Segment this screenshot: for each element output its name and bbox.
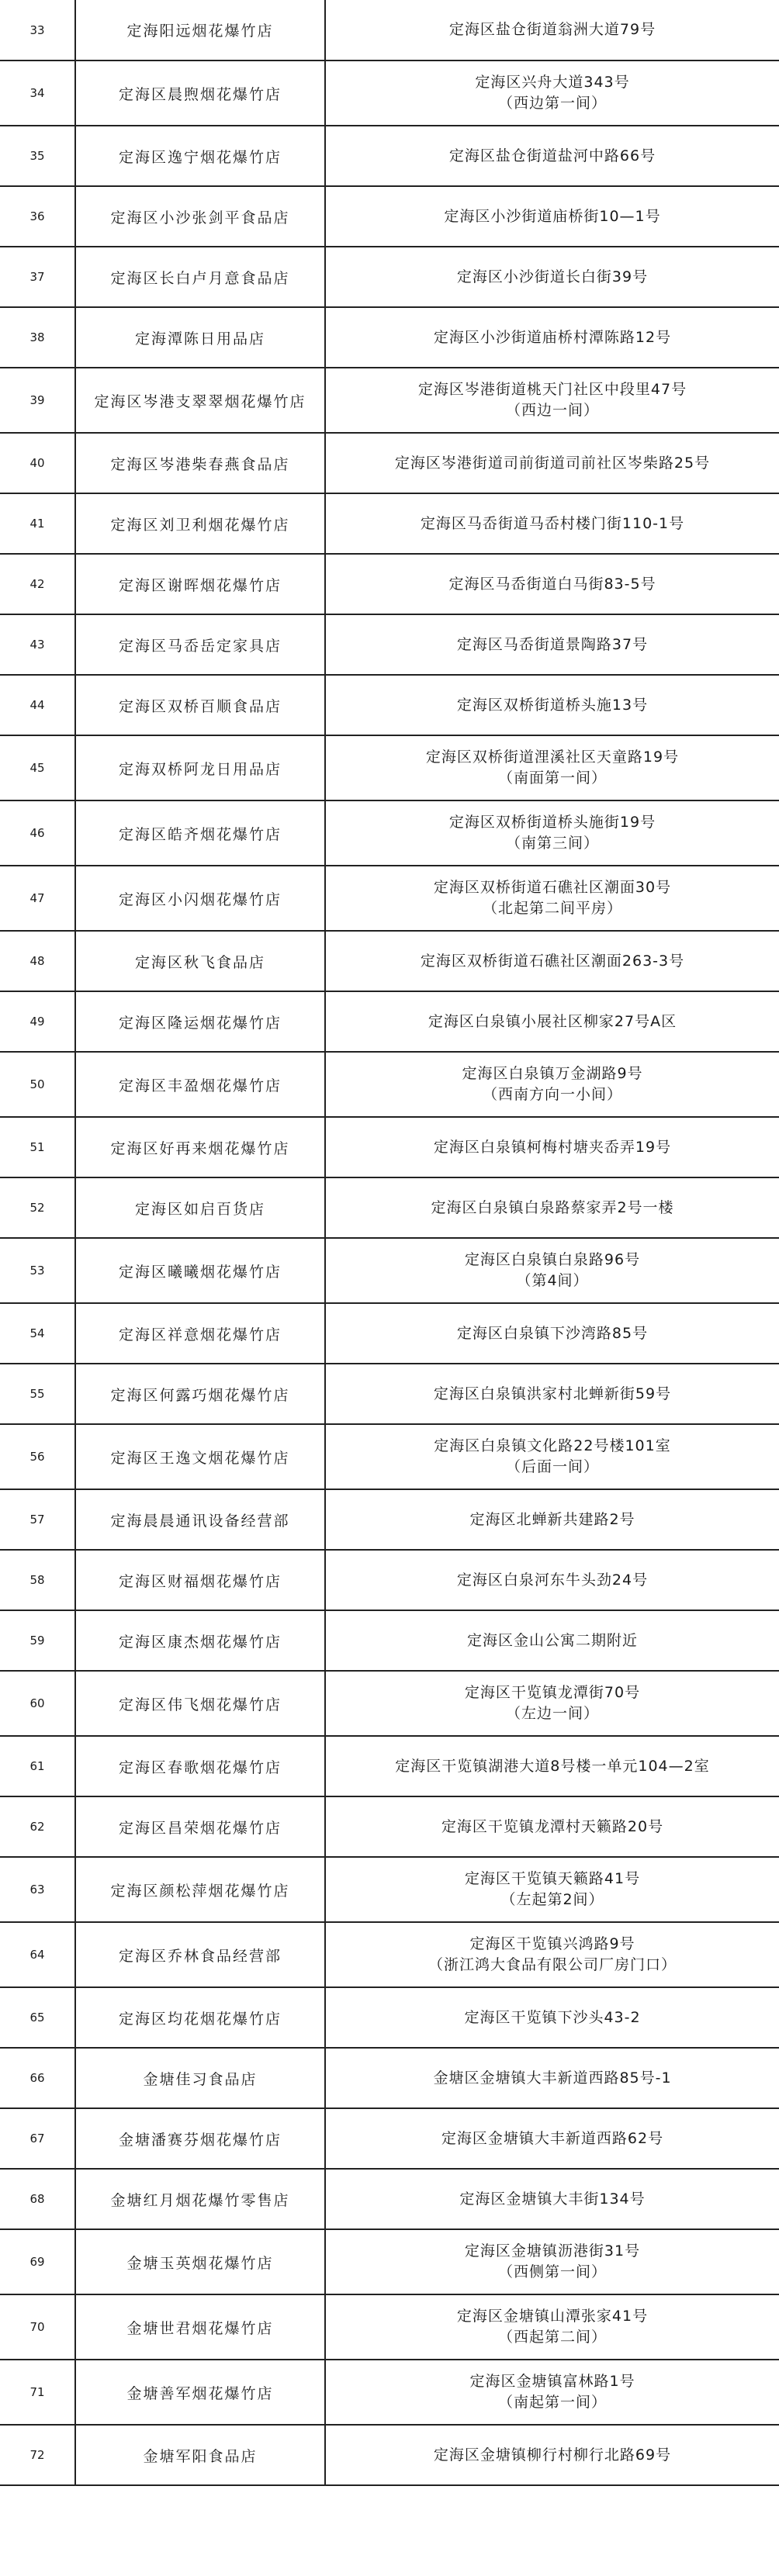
address-line: 定海区金塘镇沥港街31号 — [464, 2242, 641, 2260]
address-line: 定海区马岙街道白马街83-5号 — [448, 575, 656, 593]
store-name: 定海区均花烟花爆竹店 — [75, 1987, 325, 2048]
address-line: 定海区双桥街道石礁社区潮面30号 — [433, 879, 672, 896]
store-address — [325, 735, 779, 800]
store-address — [325, 1052, 779, 1117]
row-number: 40 — [0, 433, 75, 493]
row-number: 36 — [0, 186, 75, 247]
store-name: 定海区王逸文烟花爆竹店 — [75, 1424, 325, 1489]
address-line: 定海区小沙街道庙桥街10—1号 — [444, 207, 661, 225]
table-row — [0, 368, 779, 433]
row-number: 37 — [0, 247, 75, 307]
address-line: 定海区白泉镇柯梅村塘夹岙弄19号 — [433, 1138, 672, 1156]
row-number: 59 — [0, 1610, 75, 1671]
table-row — [0, 675, 779, 735]
store-address — [325, 1736, 779, 1796]
store-address — [325, 614, 779, 675]
table-row — [0, 554, 779, 614]
table-row — [0, 186, 779, 247]
address-line: 定海区小沙街道庙桥村潭陈路12号 — [433, 328, 672, 346]
table-row — [0, 931, 779, 991]
address-note: （第4间） — [516, 1272, 589, 1289]
store-name: 定海区昌荣烟花爆竹店 — [75, 1796, 325, 1857]
table-row — [0, 866, 779, 931]
table-row — [0, 1796, 779, 1857]
row-number: 51 — [0, 1117, 75, 1177]
store-address — [325, 554, 779, 614]
store-name: 定海区春歌烟花爆竹店 — [75, 1736, 325, 1796]
address-note: （西边第一间） — [497, 95, 607, 112]
store-name: 定海区颜松萍烟花爆竹店 — [75, 1857, 325, 1922]
address-line: 金塘区金塘镇大丰新道西路85号-1 — [433, 2069, 672, 2087]
row-number: 45 — [0, 735, 75, 800]
store-name: 定海区伟飞烟花爆竹店 — [75, 1671, 325, 1736]
table-row — [0, 307, 779, 368]
store-name: 定海区如启百货店 — [75, 1177, 325, 1238]
address-line: 定海区白泉镇洪家村北蝉新街59号 — [433, 1385, 672, 1402]
address-line: 定海区干览镇龙潭村天籁路20号 — [441, 1817, 664, 1835]
store-name: 定海区何露巧烟花爆竹店 — [75, 1364, 325, 1424]
row-number: 43 — [0, 614, 75, 675]
row-number: 66 — [0, 2048, 75, 2108]
store-name: 定海区逸宁烟花爆竹店 — [75, 126, 325, 186]
store-address — [325, 1424, 779, 1489]
store-name: 定海区晨煦烟花爆竹店 — [75, 61, 325, 126]
store-address — [325, 1117, 779, 1177]
address-line: 定海区双桥街道石礁社区潮面263-3号 — [420, 952, 685, 970]
store-name: 定海区祥意烟花爆竹店 — [75, 1303, 325, 1364]
table-row — [0, 1238, 779, 1303]
store-address — [325, 61, 779, 126]
store-name: 金塘佳习食品店 — [75, 2048, 325, 2108]
table-row — [0, 2108, 779, 2169]
address-line: 定海区岑港街道桃天门社区中段里47号 — [417, 381, 687, 398]
store-name: 定海区长白卢月意食品店 — [75, 247, 325, 307]
address-note: （北起第二间平房） — [482, 900, 622, 917]
row-number: 34 — [0, 61, 75, 126]
store-address — [325, 1489, 779, 1550]
address-note: （左边一间） — [505, 1705, 599, 1722]
address-line: 定海区马岙街道景陶路37号 — [456, 635, 649, 653]
store-name: 定海区皓齐烟花爆竹店 — [75, 800, 325, 866]
store-name: 定海区曦曦烟花爆竹店 — [75, 1238, 325, 1303]
store-address — [325, 1303, 779, 1364]
row-number: 69 — [0, 2229, 75, 2294]
store-name: 金塘红月烟花爆竹零售店 — [75, 2169, 325, 2229]
address-line: 定海区白泉河东牛头劲24号 — [456, 1571, 649, 1589]
row-number: 63 — [0, 1857, 75, 1922]
store-address — [325, 1177, 779, 1238]
address-line: 定海区兴舟大道343号 — [475, 74, 630, 91]
table-row — [0, 1424, 779, 1489]
table-row — [0, 1303, 779, 1364]
row-number: 71 — [0, 2360, 75, 2425]
address-line: 定海区双桥街道桥头施13号 — [456, 696, 649, 714]
address-line: 定海区金塘镇富林路1号 — [469, 2373, 635, 2390]
address-line: 定海区白泉镇白泉路蔡家弄2号一楼 — [431, 1198, 674, 1216]
table-row — [0, 2360, 779, 2425]
row-number: 53 — [0, 1238, 75, 1303]
row-number: 42 — [0, 554, 75, 614]
store-address — [325, 2425, 779, 2485]
table-row — [0, 2048, 779, 2108]
table-row — [0, 0, 779, 61]
store-name: 定海区丰盈烟花爆竹店 — [75, 1052, 325, 1117]
address-note: （后面一间） — [505, 1458, 599, 1475]
row-number: 54 — [0, 1303, 75, 1364]
table-row — [0, 247, 779, 307]
row-number: 72 — [0, 2425, 75, 2485]
table-row — [0, 2294, 779, 2360]
row-number: 38 — [0, 307, 75, 368]
store-name: 金塘军阳食品店 — [75, 2425, 325, 2485]
address-line: 定海区马岙街道马岙村楼门街110-1号 — [420, 514, 685, 532]
store-address — [325, 2229, 779, 2294]
table-row — [0, 1052, 779, 1117]
address-line: 定海区白泉镇文化路22号楼101室 — [434, 1437, 671, 1454]
address-line: 定海区白泉镇万金湖路9号 — [462, 1065, 643, 1082]
table-row — [0, 1922, 779, 1987]
address-note: （西南方向一小间） — [482, 1086, 622, 1103]
store-address — [325, 247, 779, 307]
address-line: 定海区干览镇龙潭街70号 — [464, 1684, 641, 1701]
table-row — [0, 61, 779, 126]
store-address — [325, 800, 779, 866]
address-line: 定海区金塘镇山潭张家41号 — [456, 2308, 649, 2325]
store-name: 金塘世君烟花爆竹店 — [75, 2294, 325, 2360]
store-name: 定海区小沙张剑平食品店 — [75, 186, 325, 247]
store-name: 定海区乔林食品经营部 — [75, 1922, 325, 1987]
table-row — [0, 126, 779, 186]
table-row — [0, 1736, 779, 1796]
table-row — [0, 1610, 779, 1671]
store-name: 定海区马岙岳定家具店 — [75, 614, 325, 675]
address-line: 定海区金塘镇柳行村柳行北路69号 — [433, 2446, 672, 2464]
table-row — [0, 1364, 779, 1424]
address-line: 定海区盐仓街道盐河中路66号 — [448, 147, 656, 164]
store-address — [325, 1238, 779, 1303]
store-name: 定海晨晨通讯设备经营部 — [75, 1489, 325, 1550]
store-name: 定海区小闪烟花爆竹店 — [75, 866, 325, 931]
store-name: 定海双桥阿龙日用品店 — [75, 735, 325, 800]
address-line: 定海区北蝉新共建路2号 — [469, 1510, 635, 1528]
store-name: 定海区隆运烟花爆竹店 — [75, 991, 325, 1052]
row-number: 52 — [0, 1177, 75, 1238]
store-address — [325, 1796, 779, 1857]
store-name: 定海区康杰烟花爆竹店 — [75, 1610, 325, 1671]
address-note: （南第三间） — [505, 835, 599, 852]
store-address — [325, 1857, 779, 1922]
store-address — [325, 126, 779, 186]
table-row — [0, 800, 779, 866]
address-line: 定海区金塘镇大丰新道西路62号 — [441, 2129, 664, 2147]
store-name: 定海区刘卫利烟花爆竹店 — [75, 493, 325, 554]
table-row — [0, 493, 779, 554]
store-address — [325, 1922, 779, 1987]
table-row — [0, 614, 779, 675]
store-address — [325, 1550, 779, 1610]
row-number: 35 — [0, 126, 75, 186]
store-address — [325, 1610, 779, 1671]
table-row — [0, 1117, 779, 1177]
address-line: 定海区双桥街道桥头施街19号 — [448, 814, 656, 831]
store-name: 定海区岑港支翠翠烟花爆竹店 — [75, 368, 325, 433]
row-number: 41 — [0, 493, 75, 554]
row-number: 68 — [0, 2169, 75, 2229]
row-number: 44 — [0, 675, 75, 735]
address-line: 定海区干览镇兴鸿路9号 — [469, 1935, 635, 1952]
row-number: 39 — [0, 368, 75, 433]
row-number: 46 — [0, 800, 75, 866]
row-number: 33 — [0, 0, 75, 61]
row-number: 62 — [0, 1796, 75, 1857]
store-name: 金塘玉英烟花爆竹店 — [75, 2229, 325, 2294]
store-address — [325, 931, 779, 991]
store-address — [325, 2048, 779, 2108]
store-address — [325, 1987, 779, 2048]
address-note: （南起第一间） — [497, 2394, 607, 2411]
address-line: 定海区金塘镇大丰街134号 — [459, 2190, 646, 2208]
table-row — [0, 1671, 779, 1736]
row-number: 57 — [0, 1489, 75, 1550]
address-line: 定海区盐仓街道翁洲大道79号 — [448, 21, 656, 38]
address-note: （浙江鸿大食品有限公司厂房门口） — [428, 1956, 677, 1973]
table-row — [0, 1177, 779, 1238]
row-number: 61 — [0, 1736, 75, 1796]
address-line: 定海区干览镇天籁路41号 — [464, 1870, 641, 1887]
store-name: 定海区财福烟花爆竹店 — [75, 1550, 325, 1610]
row-number: 49 — [0, 991, 75, 1052]
address-line: 定海区干览镇湖港大道8号楼一单元104—2室 — [395, 1757, 710, 1775]
table-row — [0, 991, 779, 1052]
address-note: （西起第二间） — [497, 2329, 607, 2346]
row-number: 48 — [0, 931, 75, 991]
store-address — [325, 493, 779, 554]
table-row — [0, 2169, 779, 2229]
table-row — [0, 2229, 779, 2294]
row-number: 56 — [0, 1424, 75, 1489]
address-line: 定海区白泉镇下沙湾路85号 — [456, 1324, 649, 1342]
store-name: 定海区好再来烟花爆竹店 — [75, 1117, 325, 1177]
address-note: （南面第一间） — [497, 769, 607, 787]
store-address — [325, 368, 779, 433]
row-number: 47 — [0, 866, 75, 931]
row-number: 55 — [0, 1364, 75, 1424]
store-address — [325, 2360, 779, 2425]
address-line: 定海区岑港街道司前街道司前社区岑柴路25号 — [394, 454, 711, 472]
table-row — [0, 1489, 779, 1550]
store-name: 定海区双桥百顺食品店 — [75, 675, 325, 735]
row-number: 64 — [0, 1922, 75, 1987]
address-line: 定海区双桥街道浬溪社区天童路19号 — [425, 749, 680, 766]
store-address — [325, 1364, 779, 1424]
row-number: 50 — [0, 1052, 75, 1117]
row-number: 60 — [0, 1671, 75, 1736]
store-address — [325, 2108, 779, 2169]
store-address — [325, 307, 779, 368]
row-number: 67 — [0, 2108, 75, 2169]
store-name: 定海阳远烟花爆竹店 — [75, 0, 325, 61]
store-address — [325, 866, 779, 931]
row-number: 65 — [0, 1987, 75, 2048]
address-line: 定海区白泉镇小展社区柳家27号A区 — [428, 1012, 677, 1030]
address-line: 定海区小沙街道长白街39号 — [456, 268, 649, 285]
store-name: 定海潭陈日用品店 — [75, 307, 325, 368]
store-name: 金塘善军烟花爆竹店 — [75, 2360, 325, 2425]
store-name: 定海区岑港柴春燕食品店 — [75, 433, 325, 493]
store-name: 定海区谢晖烟花爆竹店 — [75, 554, 325, 614]
row-number: 58 — [0, 1550, 75, 1610]
address-line: 定海区白泉镇白泉路96号 — [464, 1251, 641, 1268]
store-address — [325, 0, 779, 61]
store-name: 金塘潘赛芬烟花爆竹店 — [75, 2108, 325, 2169]
table-row — [0, 1550, 779, 1610]
store-address — [325, 2169, 779, 2229]
store-address — [325, 991, 779, 1052]
address-line: 定海区干览镇下沙头43-2 — [464, 2008, 641, 2026]
store-name: 定海区秋飞食品店 — [75, 931, 325, 991]
address-note: （左起第2间） — [500, 1891, 604, 1908]
store-address — [325, 2294, 779, 2360]
table-row — [0, 1857, 779, 1922]
address-line: 定海区金山公寓二期附近 — [466, 1631, 638, 1649]
store-address — [325, 186, 779, 247]
store-address — [325, 433, 779, 493]
table-row — [0, 2425, 779, 2485]
address-note: （西边一间） — [505, 402, 599, 419]
table-row — [0, 1987, 779, 2048]
table-row — [0, 433, 779, 493]
row-number: 70 — [0, 2294, 75, 2360]
address-note: （西侧第一间） — [497, 2263, 607, 2280]
store-address — [325, 675, 779, 735]
table-row — [0, 735, 779, 800]
store-address — [325, 1671, 779, 1736]
